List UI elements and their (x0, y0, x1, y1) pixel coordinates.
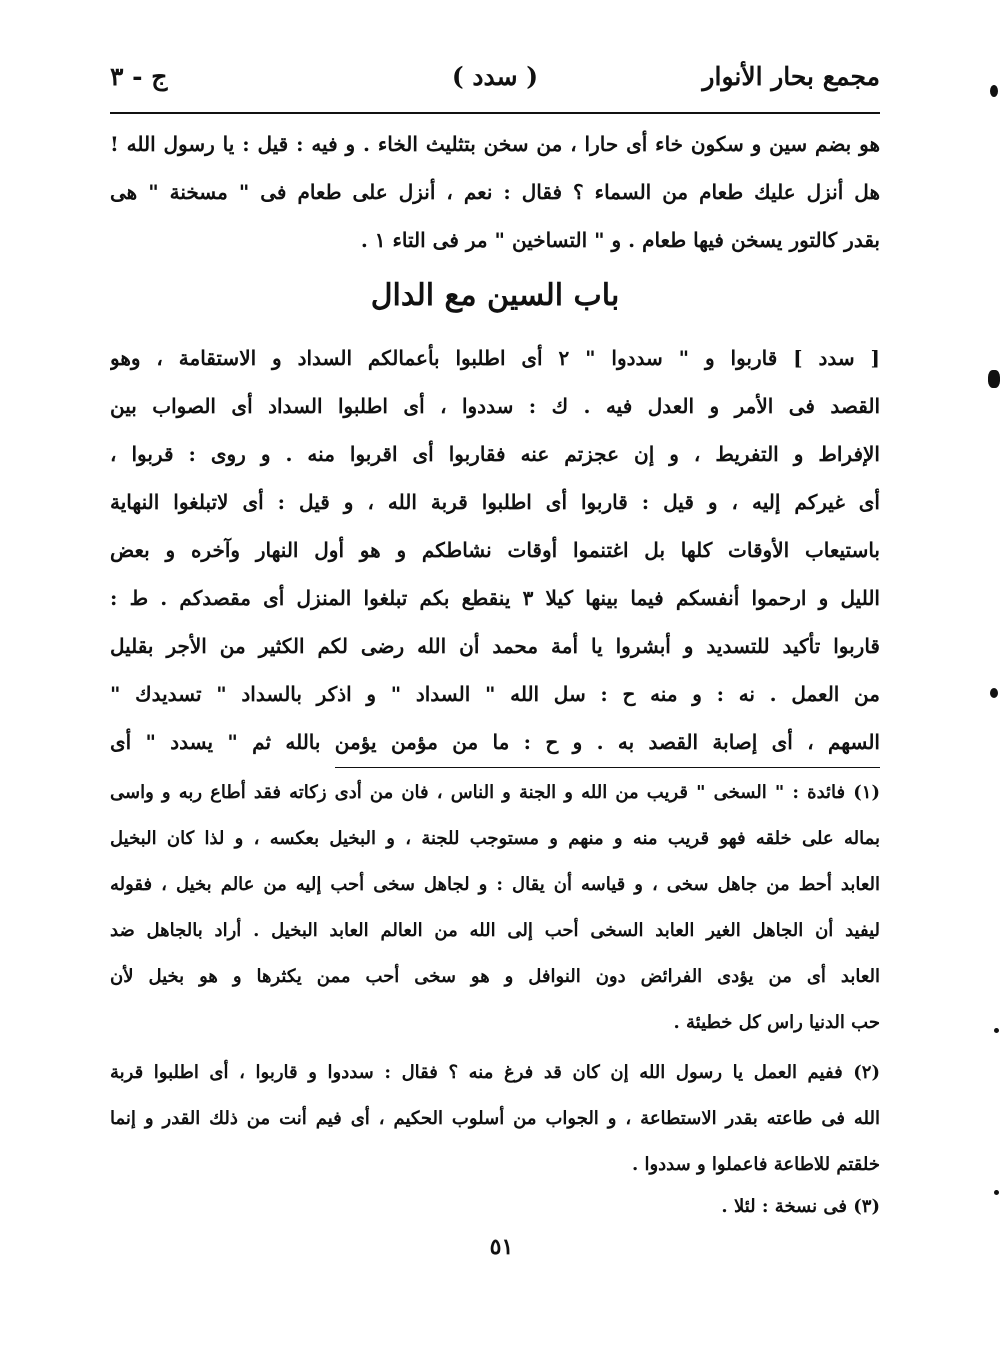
text-line: من العمل . نه : و منه ح : سل الله " السداد " و اذكر بالسداد " تسديدك " (110, 682, 880, 706)
text-line: باستيعاب الأوقات كلها بل اغتنموا أوقات نشاطكم و هو أول النهار وآخره و بعض (110, 538, 880, 562)
footnote-separator (335, 767, 880, 768)
page-number: ٥١ (489, 1234, 514, 1260)
footnote-line: حب الدنيا راس كل خطيئة . (673, 1012, 880, 1033)
text-line: قاربوا تأكيد للتسديد و أبشروا يا أمة محمد أن الله رضى لكم الكثير من الأجر بقليل (110, 634, 880, 658)
text-line: القصد فى الأمر و العدل فيه . ك : سددوا ، أى اطلبوا السداد أى الصواب بين (110, 394, 880, 418)
scan-speck (990, 688, 998, 698)
footnote-3 (110, 1184, 880, 1230)
book-title: مجمع بحار الأنوار (702, 62, 880, 91)
text-line: هو بضم سين و سكون خاء أى حارا ، من سخن بتثليث الخاء . و فيه : قيل : يا رسول الله ! (110, 132, 880, 156)
footnote-line: خلقتم للاطاعة فاعملوا و سددوا . (631, 1154, 880, 1175)
scan-speck (994, 1028, 999, 1033)
header-rule (110, 112, 880, 114)
intro-paragraph (110, 120, 880, 264)
text-line: [ سدد ] قاربوا و " سددوا " ٢ أى اطلبوا بأعمالكم السداد و الاستقامة ، وهو (110, 346, 880, 370)
scan-speck (988, 370, 1000, 388)
footnote-line: العابد أحط من جاهل سخى ، و قياسه أن يقال : و لجاهل سخى أحب إليه من عالم بخيل ، فقوله (110, 874, 880, 895)
text-line: السهم ، أى إصابة القصد به . و ح : ما من مؤمن يؤمن بالله ثم " يسدد " أى (110, 730, 880, 754)
text-line: بقدر كالتور يسخن فيها طعام . و " التساخين " مر فى التاء ١ . (360, 228, 880, 252)
text-line: الليل و ارحموا أنفسكم فيما بينها كيلا ٣ ينقطع بكم تبلغوا المنزل أى مقصدكم . ط : (110, 586, 880, 610)
text-line: هل أنزل عليك طعام من السماء ؟ فقال : نعم ، أنزل على طعام فى " مسخنة " هى (110, 180, 880, 204)
text-line: الإفراط و التفريط ، و إن عجزتم عنه فقاربوا أى اقربوا منه . و روى : قربوا ، (110, 442, 880, 466)
footnote-2 (110, 1050, 880, 1188)
scan-speck (994, 1190, 999, 1195)
scan-speck (990, 85, 998, 97)
text-line: أى غيركم إليه ، و قيل : قاربوا أى اطلبوا قربة الله ، و قيل : أى لاتبلغوا النهاية (110, 490, 880, 514)
entry-word: ( سدد ) (451, 62, 539, 91)
footnote-line: العابد أى من يؤدى الفرائض دون النوافل و هو سخى أحب ممن يكثرها و هو بخيل لأن (110, 966, 880, 987)
footnote-line: (٣) فى نسخة : لئلا . (721, 1196, 880, 1217)
footnote-line: (٢) ففيم العمل يا رسول الله إن كان قد فرغ منه ؟ فقال : سددوا و قاربوا ، أى اطلبوا قربة (110, 1062, 880, 1083)
page-header (110, 62, 880, 102)
footnote-line: ليفيد أن الجاهل الغير العابد السخى أحب إلى الله من العالم العابد البخيل . أراد بالجاهل ضد (110, 920, 880, 941)
main-entry-paragraph (110, 334, 880, 766)
footnote-line: (١) فائدة : " السخى " قريب من الله و الجنة و الناس ، فان من أدى زكاته فقد أطاع ربه و واسى (110, 782, 880, 803)
footnote-line: الله فى طاعته بقدر الاستطاعة ، و الجواب من أسلوب الحكيم ، أى فيم أنت من ذلك القدر و إنما (110, 1108, 880, 1129)
footnote-line: بماله على خلقه فهو قريب منه و منهم و مستوجب للجنة ، و البخيل بعكسه ، و لذا كان البخيل (110, 828, 880, 849)
section-heading: باب السين مع الدال (370, 278, 620, 313)
footnote-1 (110, 770, 880, 1046)
volume-number: ج - ٣ (110, 62, 168, 91)
